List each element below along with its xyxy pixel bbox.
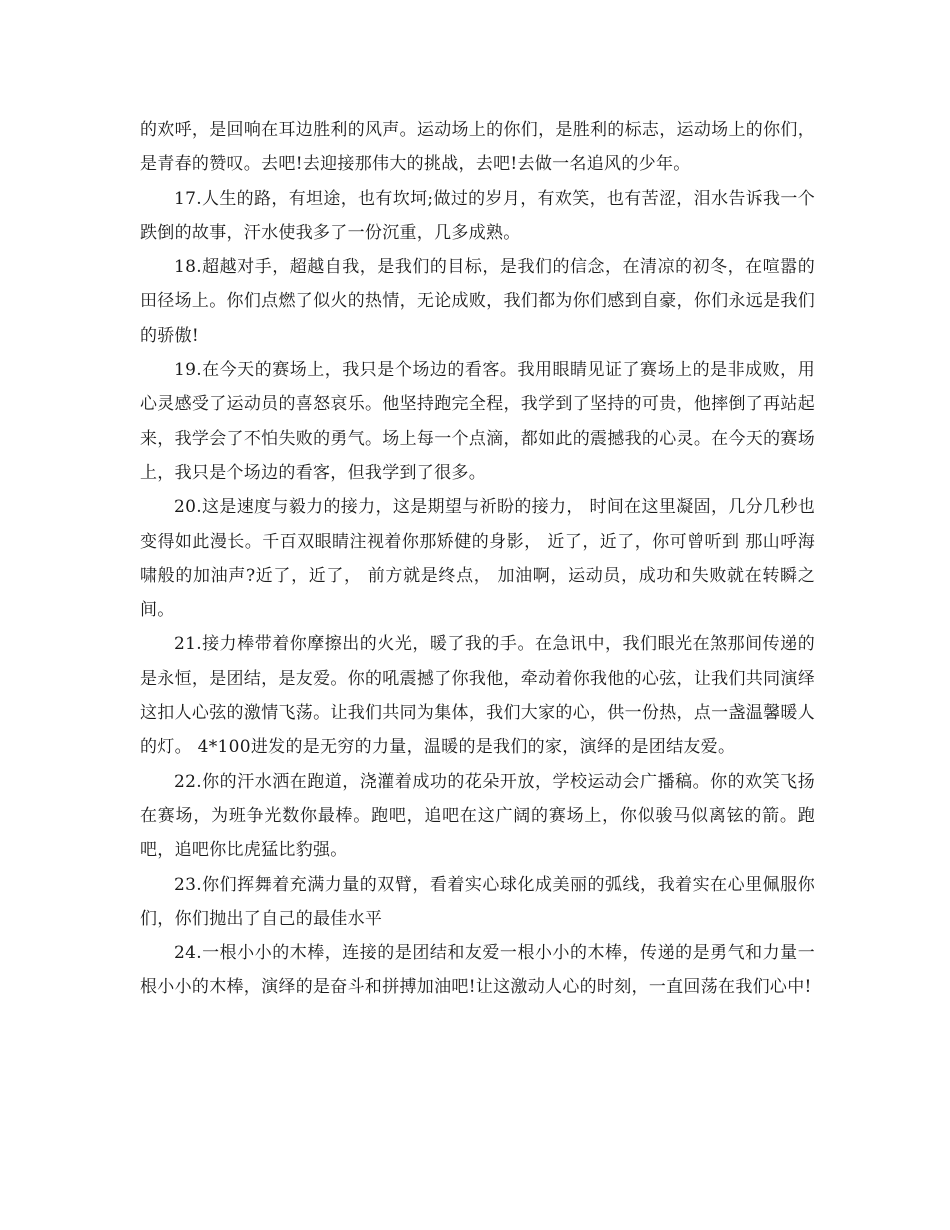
paragraph-continuation: 的欢呼，是回响在耳边胜利的风声。运动场上的你们，是胜利的标志，运动场上的你们，是青春的赞叹。去吧!去迎接那伟大的挑战，去吧!去做一名追风的少年。 [140,120,815,175]
paragraph-19: 19.在今天的赛场上，我只是个场边的看客。我用眼睛见证了赛场上的是非成败，用心灵感受了运动员的喜怒哀乐。他坚持跑完全程，我学到了坚持的可贵，他摔倒了再站起来，我学会了不怕失败的勇气。场上每一个点滴，都如此的震撼我的心灵。在今天的赛场上，我只是个场边的看客，但我学到了很多。 [140,360,815,483]
paragraph-20: 20.这是速度与毅力的接力，这是期望与祈盼的接力， 时间在这里凝固，几分几秒也变得如此漫长。千百双眼睛注视着你那矫健的身影， 近了，近了，你可曾听到 那山呼海啸般的加油声?近了，近了， 前方就是终点， 加油啊，运动员，成功和失败就在转瞬之间。 [140,497,815,621]
paragraph-21: 21.接力棒带着你摩擦出的火光，暖了我的手。在急讯中，我们眼光在煞那间传递的是永恒，是团结，是友爱。你的吼震撼了你我他，牵动着你我他的心弦，让我们共同演绎这扣人心弦的激情飞荡。让我们共同为集体，我们大家的心，供一份热，点一盏温馨暖人的灯。 4*100进发的是无穷的力量，温暖的是我们的家，演绎的是团结友爱。 [140,634,815,758]
paragraph-23: 23.你们挥舞着充满力量的双臂，看着实心球化成美丽的弧线，我着实在心里佩服你们，你们抛出了自己的最佳水平 [140,874,815,929]
paragraph-24: 24.一根小小的木棒，连接的是团结和友爱一根小小的木棒，传递的是勇气和力量一根小小的木棒，演绎的是奋斗和拼搏加油吧!让这激动人心的时刻，一直回荡在我们心中! [140,943,815,998]
paragraph-17: 17.人生的路，有坦途，也有坎坷;做过的岁月，有欢笑，也有苦涩，泪水告诉我一个跌倒的故事，汗水使我多了一份沉重，几多成熟。 [140,188,815,243]
paragraph-18: 18.超越对手，超越自我，是我们的目标，是我们的信念，在清凉的初冬，在喧嚣的田径场上。你们点燃了似火的热情，无论成败，我们都为你们感到自豪，你们永远是我们的骄傲! [140,257,815,346]
paragraph-22: 22.你的汗水洒在跑道，浇灌着成功的花朵开放，学校运动会广播稿。你的欢笑飞扬在赛场，为班争光数你最棒。跑吧，追吧在这广阔的赛场上，你似骏马似离铉的箭。跑吧，追吧你比虎猛比豹强。 [140,771,815,861]
document-body [140,113,815,1005]
